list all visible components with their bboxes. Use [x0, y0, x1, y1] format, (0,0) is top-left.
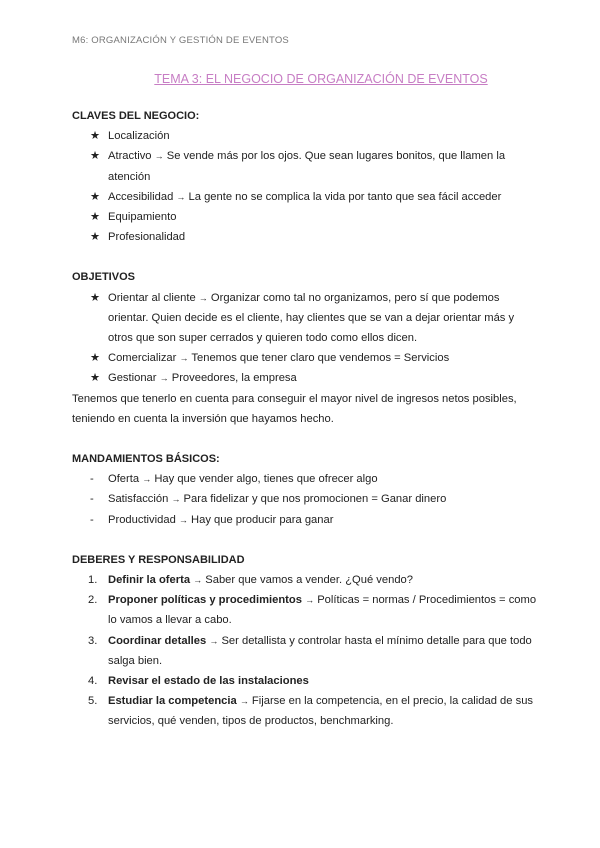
- document-body: [72, 106, 542, 752]
- section-heading: OBJETIVOS: [72, 271, 135, 284]
- list-item: 2. Proponer políticas y procedimientos → Políticas = normas / Procedimientos = como lo vamos a llevar a cabo.: [72, 590, 542, 630]
- list-item: ★ Comercializar → Tenemos que tener claro que vendemos = Servicios: [72, 348, 542, 368]
- arrow-icon: →: [193, 575, 203, 586]
- list-item: ★ Orientar al cliente → Organizar como tal no organizamos, pero sí que podemos orientar. Quien decide es el cliente, hay clientes que se van a dejar orientar más y otros que son super cerrados y quieren todo como ellos dicen.: [72, 288, 542, 349]
- list-item: ★ Profesionalidad: [72, 227, 542, 247]
- arrow-icon: →: [209, 635, 219, 646]
- list-item: ★ Gestionar → Proveedores, la empresa: [72, 368, 542, 388]
- arrow-icon: →: [176, 191, 186, 202]
- star-bullet-icon: ★: [90, 190, 101, 203]
- item-number: 5.: [88, 695, 98, 708]
- star-bullet-icon: ★: [90, 130, 101, 143]
- arrow-icon: →: [305, 595, 315, 606]
- arrow-icon: →: [159, 373, 169, 384]
- section-objetivos: [72, 267, 542, 429]
- star-bullet-icon: ★: [90, 291, 101, 304]
- list-item: 3. Coordinar detalles → Ser detallista y controlar hasta el mínimo detalle para que todo salga bien.: [72, 631, 542, 671]
- star-bullet-icon: ★: [90, 211, 101, 224]
- arrow-icon: →: [142, 474, 152, 485]
- arrow-icon: →: [178, 514, 188, 525]
- dash-bullet-icon: -: [90, 473, 94, 486]
- star-bullet-icon: ★: [90, 352, 101, 365]
- star-bullet-icon: ★: [90, 231, 101, 244]
- objetivos-list: [72, 288, 542, 389]
- list-item: 4. Revisar el estado de las instalaciones: [72, 671, 542, 691]
- section-heading: CLAVES DEL NEGOCIO:: [72, 110, 200, 122]
- item-number: 2.: [88, 594, 98, 607]
- list-item: ★ Equipamiento: [72, 207, 542, 227]
- arrow-icon: →: [179, 353, 189, 364]
- list-item: ★ Atractivo → Se vende más por los ojos. Que sean lugares bonitos, que llamen la atención: [72, 146, 542, 186]
- star-bullet-icon: ★: [90, 372, 101, 385]
- section-deberes: [72, 550, 542, 732]
- list-item: ★ Accesibilidad → La gente no se complica la vida por tanto que sea fácil acceder: [72, 187, 542, 207]
- item-number: 1.: [88, 574, 98, 587]
- list-item: ★ Localización: [72, 126, 542, 146]
- arrow-icon: →: [154, 151, 164, 162]
- arrow-icon: →: [239, 696, 249, 707]
- list-item: - Satisfacción → Para fidelizar y que nos promocionen = Ganar dinero: [72, 489, 542, 509]
- arrow-icon: →: [171, 494, 181, 505]
- objetivos-paragraph: Tenemos que tenerlo en cuenta para conseguir el mayor nivel de ingresos netos posibles, teniendo en cuenta la inversión que hayamos hecho.: [72, 392, 517, 425]
- list-item: 1. Definir la oferta → Saber que vamos a vender. ¿Qué vendo?: [72, 570, 542, 590]
- deberes-list: [72, 570, 542, 732]
- page-header: M6: ORGANIZACIÓN Y GESTIÓN DE EVENTOS: [72, 35, 289, 46]
- star-bullet-icon: ★: [90, 150, 101, 163]
- list-item: - Oferta → Hay que vender algo, tienes que ofrecer algo: [72, 469, 542, 489]
- claves-list: [72, 126, 542, 247]
- section-claves: [72, 106, 542, 247]
- section-heading: DEBERES Y RESPONSABILIDAD: [72, 553, 245, 566]
- mandamientos-list: [72, 469, 542, 530]
- item-number: 3.: [88, 634, 98, 647]
- section-heading: MANDAMIENTOS BÁSICOS:: [72, 453, 220, 466]
- list-item: - Productividad → Hay que producir para ganar: [72, 510, 542, 530]
- dash-bullet-icon: -: [90, 493, 94, 506]
- page-title: TEMA 3: EL NEGOCIO DE ORGANIZACIÓN DE EVENTOS: [154, 72, 488, 86]
- list-item: 5. Estudiar la competencia → Fijarse en la competencia, en el precio, la calidad de sus servicios, qué venden, tipos de productos, benchmarking.: [72, 691, 542, 731]
- item-number: 4.: [88, 675, 98, 688]
- arrow-icon: →: [198, 292, 208, 303]
- section-mandamientos: [72, 449, 542, 530]
- dash-bullet-icon: -: [90, 513, 94, 526]
